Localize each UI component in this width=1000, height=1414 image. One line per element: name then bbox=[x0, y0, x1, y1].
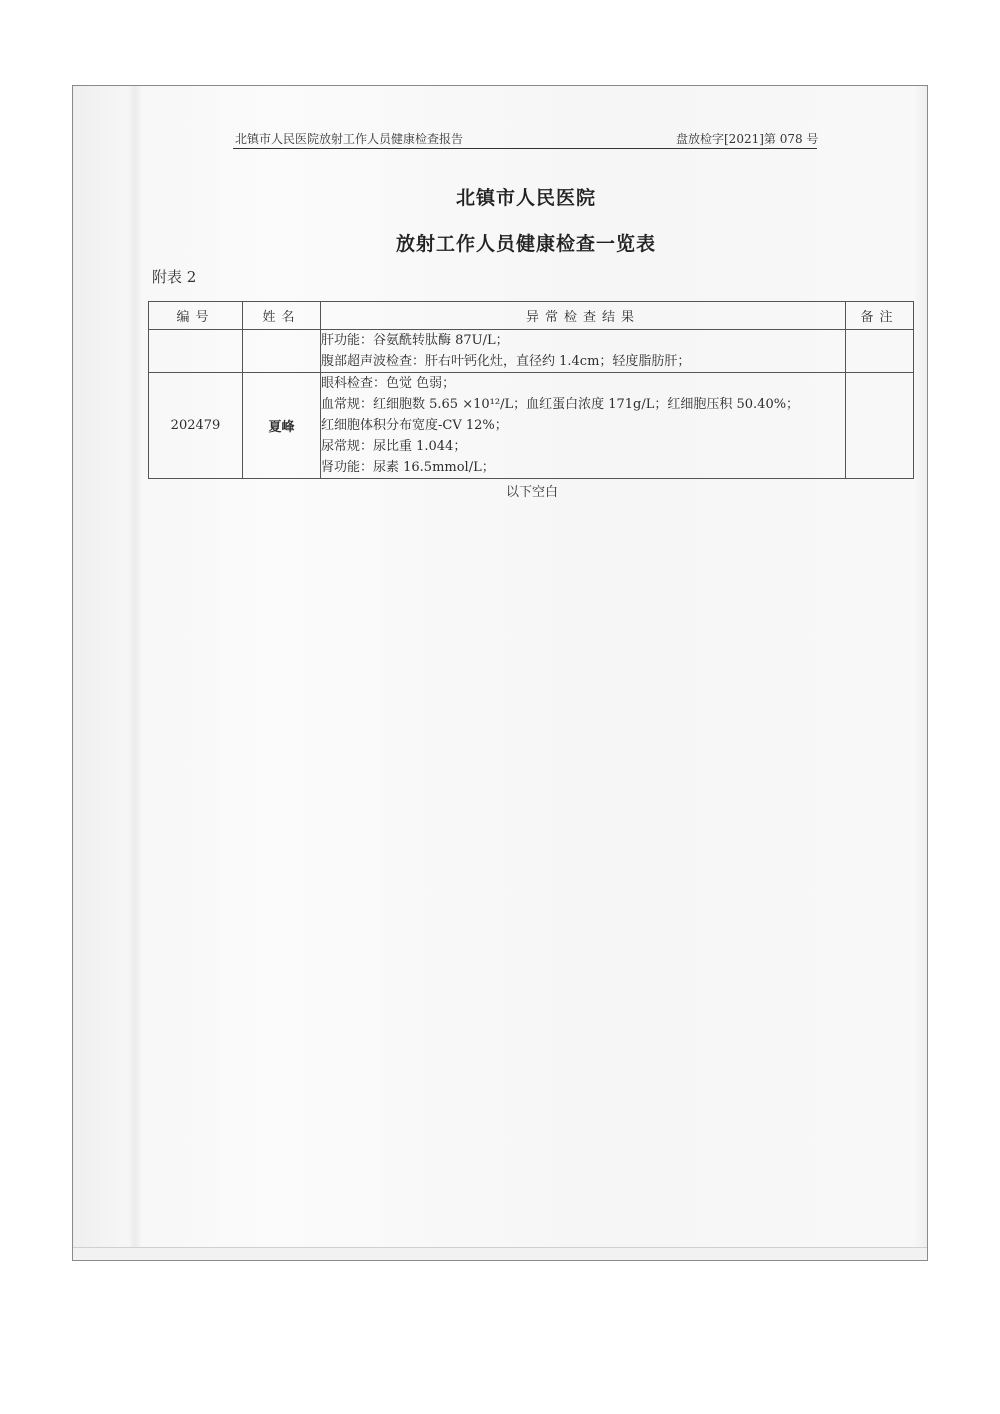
header-id: 编号 bbox=[149, 302, 243, 330]
header-remark: 备注 bbox=[846, 302, 914, 330]
row-results bbox=[321, 373, 846, 479]
table-header-row bbox=[149, 302, 914, 330]
row-name: 夏峰 bbox=[243, 373, 321, 479]
appendix-label: 附表 2 bbox=[152, 268, 197, 286]
header-rule bbox=[233, 148, 817, 149]
row-results bbox=[321, 330, 846, 373]
results-table bbox=[148, 301, 914, 479]
result-line: 眼科检查：色觉 色弱； bbox=[321, 376, 456, 391]
row-name bbox=[243, 330, 321, 373]
result-line: 尿常规：尿比重 1.044； bbox=[321, 439, 467, 454]
scanned-page bbox=[72, 85, 928, 1261]
result-line: 血常规：红细胞数 5.65 ×10¹²/L；血红蛋白浓度 171g/L；红细胞压积 50.40%； bbox=[321, 397, 800, 412]
header-result: 异常检查结果 bbox=[321, 302, 846, 330]
blank-below-note: 以下空白 bbox=[505, 485, 558, 500]
scan-edge-shadow bbox=[128, 86, 142, 1260]
header-name: 姓名 bbox=[243, 302, 321, 330]
result-line: 腹部超声波检查：肝右叶钙化灶，直径约 1.4cm；轻度脂肪肝； bbox=[321, 354, 691, 369]
report-number: 盘放检字[2021]第 078 号 bbox=[676, 132, 819, 146]
row-id bbox=[149, 330, 243, 373]
scan-bottom-edge bbox=[73, 1247, 927, 1260]
table-row bbox=[149, 330, 914, 373]
result-line: 肾功能：尿素 16.5mmol/L； bbox=[321, 460, 495, 475]
result-line: 红细胞体积分布宽度-CV 12%； bbox=[321, 418, 508, 433]
report-header-title: 北镇市人民医院放射工作人员健康检查报告 bbox=[235, 132, 464, 146]
hospital-title: 北镇市人民医院 bbox=[455, 187, 596, 209]
table-row bbox=[149, 373, 914, 479]
report-title: 放射工作人员健康检查一览表 bbox=[395, 233, 656, 255]
row-id: 202479 bbox=[149, 373, 243, 479]
row-remark bbox=[846, 330, 914, 373]
row-remark bbox=[846, 373, 914, 479]
result-line: 肝功能：谷氨酰转肽酶 87U/L； bbox=[321, 333, 509, 348]
